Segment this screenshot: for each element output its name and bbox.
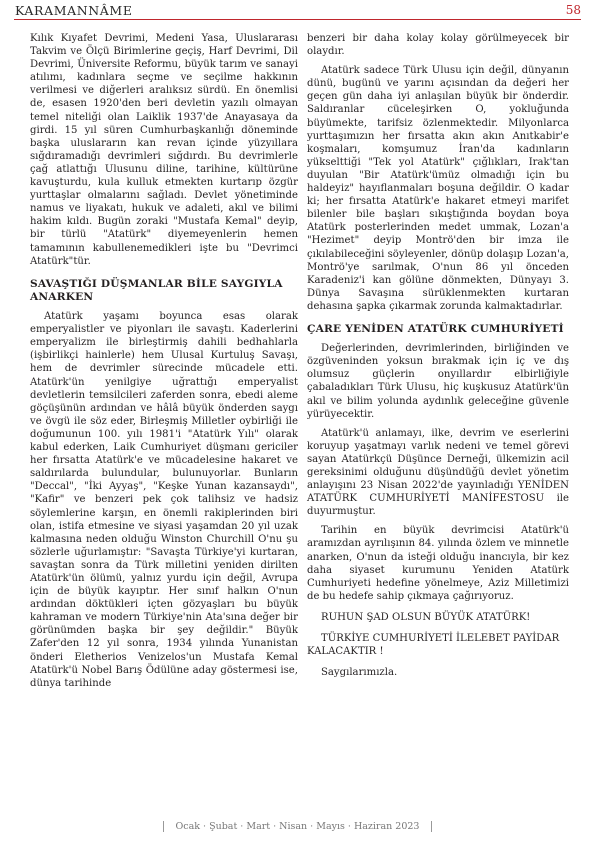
right-column bbox=[307, 32, 569, 679]
page-header bbox=[0, 0, 595, 22]
header-rule bbox=[14, 19, 581, 20]
right-paragraph-2: Atatürk sadece Türk Ulusu için değil, dünyanın dünü, bugünü ve yarını açısından da değeri her geçen gün daha iyi anlaşılan büyük bir önderdir. Saldıranlar cüceleşirken O, yokluğunda büyümekte, tarifsiz özlenmektedir. Milyonlarca yurttaşımızın her fırsatta akın akın Anıtkabir'e koşmaları, komşumuz İran'da kadınların yükselttiği "Tek yol Atatürk" çığlıkları, Irak'tan duyulan "Bir Atatürk'ümüz olmadığı için bu haldeyiz" hayıflanmaları boşuna değildir. O kadar ki; her fırsatta Atatürk'e hakaret etmeyi marifet bilenler bile başları sıkıştığında boydan boya Atatürk posterlerinden medet ummak, Lozan'a "Hezimet" deyip Montrö'den bir imza ile çıkılabileceğini söyleyenler, dönüp dolaşıp Lozan'a, Montrö'ye sarılmak, O'nun 86 yıl önceden Karadeniz'i kan gölüne dönmekten, Dünyayı 3. Dünya Savaşına sürüklenmekten kurtaran dehasına şapka çıkarmak zorunda kalmaktadırlar. bbox=[307, 65, 569, 312]
footer-divider bbox=[163, 821, 164, 832]
right-paragraph-7: TÜRKİYE CUMHURİYETİ İLELEBET PAYİDAR KALACAKTIR ! bbox=[307, 633, 560, 658]
left-column bbox=[30, 32, 298, 690]
page-number: 58 bbox=[565, 3, 581, 17]
right-paragraph-6: RUHUN ŞAD OLSUN BÜYÜK ATATÜRK! bbox=[321, 611, 531, 623]
left-paragraph-2: Atatürk yaşamı boyunca esas olarak emperyalistler ve piyonları ile savaştı. Kaderlerini emperyalizm ile birleştirmiş dahili bedhahlarla (işbirlikçi hainlerle) hem Ulusal Kurtuluş Savaşı, hem de devrimler sürecinde mücadele etti. Atatürk'ün yenilgiye uğrattığı emperyalist devletlerin temsilcileri zaferden sonra, ebedi aleme göçüşünün ardından ve hâlâ büyük önderden saygı ve övgü ile söz eder, Birleşmiş Milletler oybirliği ile doğumunun 100. yılı 1981'i "Atatürk Yılı" olarak kabul ederken, Laik Cumhuriyet düşmanı gericiler her fırsatta Atatürk'e ve mücadelesine hakaret ve saldırılarda bulundular, bulunuyorlar. Bunların "Deccal", "İki Ayyaş", "Keşke Yunan kazansaydı", "Kafir" ve benzeri pek çok talihsiz ve hadsiz söylemlerine karşın, en önemli rakiplerinden biri olan, istifa etmesine ve siyasi yaşamdan 20 yıl uzak kalmasına neden olduğu Winston Churchill O'nu şu sözlerle uğurlamıştır: "Savaşta Türkiye'yi kurtaran, savaştan sonra da Türk milletini yeniden dirilten Atatürk'ün ölümü, yalnız yurdu için değil, Avrupa için de büyük kayıptır. Her sınıf halkın O'nun ardından döktükleri içten gözyaşları bu büyük kahraman ve modern Türkiye'nin Ata'sına değer bir görünümden başka bir şey değildir." Büyük Zafer'den 12 yıl sonra, 1934 yılında Yunanistan önderi Eletherios Venizelos'un Mustafa Kemal Atatürk'ü Nobel Barış Ödülüne aday göstermesi ise, dünya tarihinde bbox=[30, 311, 298, 689]
right-paragraph-3: Değerlerinden, devrimlerinden, birliğinden ve özgüveninden yoksun bırakmak için iç ve dış olumsuz güçlerin onyıllardır elbirliğiyle çabaladıkları Türk Ulusu, hiç kuşkusuz Atatürk'ün akıl ve bilim yolunda aydınlık geleceğine güvenle yürüyecektir. bbox=[307, 343, 569, 420]
footer-year: 2023 bbox=[395, 821, 420, 832]
closing-line: Saygılarımızla. bbox=[321, 667, 398, 679]
right-section-heading: ÇARE YENİDEN ATATÜRK CUMHURİYETİ bbox=[307, 322, 564, 335]
right-paragraph-4: Atatürk'ü anlamayı, ilke, devrim ve eserlerini koruyup yaşatmayı varlık nedeni ve temel görevi sayan Atatürkçü Düşünce Derneği, ülkemizin acil gereksinimi olduğunu düşündüğü devlet yönetim anlayışını 23 Nisan 2022'de yayınladığı YENİDEN ATATÜRK CUMHURİYETİ MANİFESTOSU ile duyurmuştur. bbox=[307, 427, 569, 518]
footer-divider bbox=[431, 821, 432, 832]
magazine-title: KARAMANNÂME bbox=[15, 3, 133, 18]
footer-issue-months: Ocak · Şubat · Mart · Nisan · Mayıs · Haziran bbox=[175, 821, 393, 832]
right-paragraph-5: Tarihin en büyük devrimcisi Atatürk'ü aramızdan ayrılışının 84. yılında özlem ve minnetle anarken, O'nun da isteği olduğu inancıyla, bir kez daha siyaset kurumunu Yeniden Atatürk Cumhuriyeti hedefine yönelmeye, Aziz Milletimizi de bu hedefe sahip çıkmaya çağırıyoruz. bbox=[307, 525, 569, 602]
page-footer bbox=[0, 821, 595, 837]
left-section-heading: SAVAŞTIĞI DÜŞMANLAR BİLE SAYGIYLA ANARKEN bbox=[30, 277, 283, 303]
left-paragraph-1: Kılık Kıyafet Devrimi, Medeni Yasa, Uluslararası Takvim ve Ölçü Birimlerine geçiş, Harf Devrimi, Dil Devrimi, Üniversite Reformu, büyük tarım ve sanayi atılımı, kadınlara seçme ve seçilme hakkının verilmesi ve diğerleri aralıksız sürdü. En önemlisi de, esasen 1920'den beri devletin yazılı olmayan temel niteliği olan Laiklik 1937'de Anayasaya da girdi. 15 yıl süren Cumhurbaşkanlığı döneminde başka uluslararın kan revan içinde yüzyıllara sığdıramadığı devrimleri sığdırdı. Bu devrimlerle çağ atlattığı Ulusunu diline, tarihine, kültürüne kavuşturdu, kula kulluk etmekten kurtarıp özgür yurttaşlar olmalarını sağladı. Devlet yönetiminde namus ve liyakatı, hukuk ve adaleti, akıl ve bilimi hakim kıldı. Bugün zoraki "Mustafa Kemal" deyip, bir türlü "Atatürk" diyemeyenlerin hemen tamamının kabullenemedikleri işte bu "Devrimci Atatürk"tür. bbox=[30, 33, 298, 267]
right-paragraph-1: benzeri bir daha kolay kolay görülmeyecek bir olaydır. bbox=[307, 33, 569, 58]
